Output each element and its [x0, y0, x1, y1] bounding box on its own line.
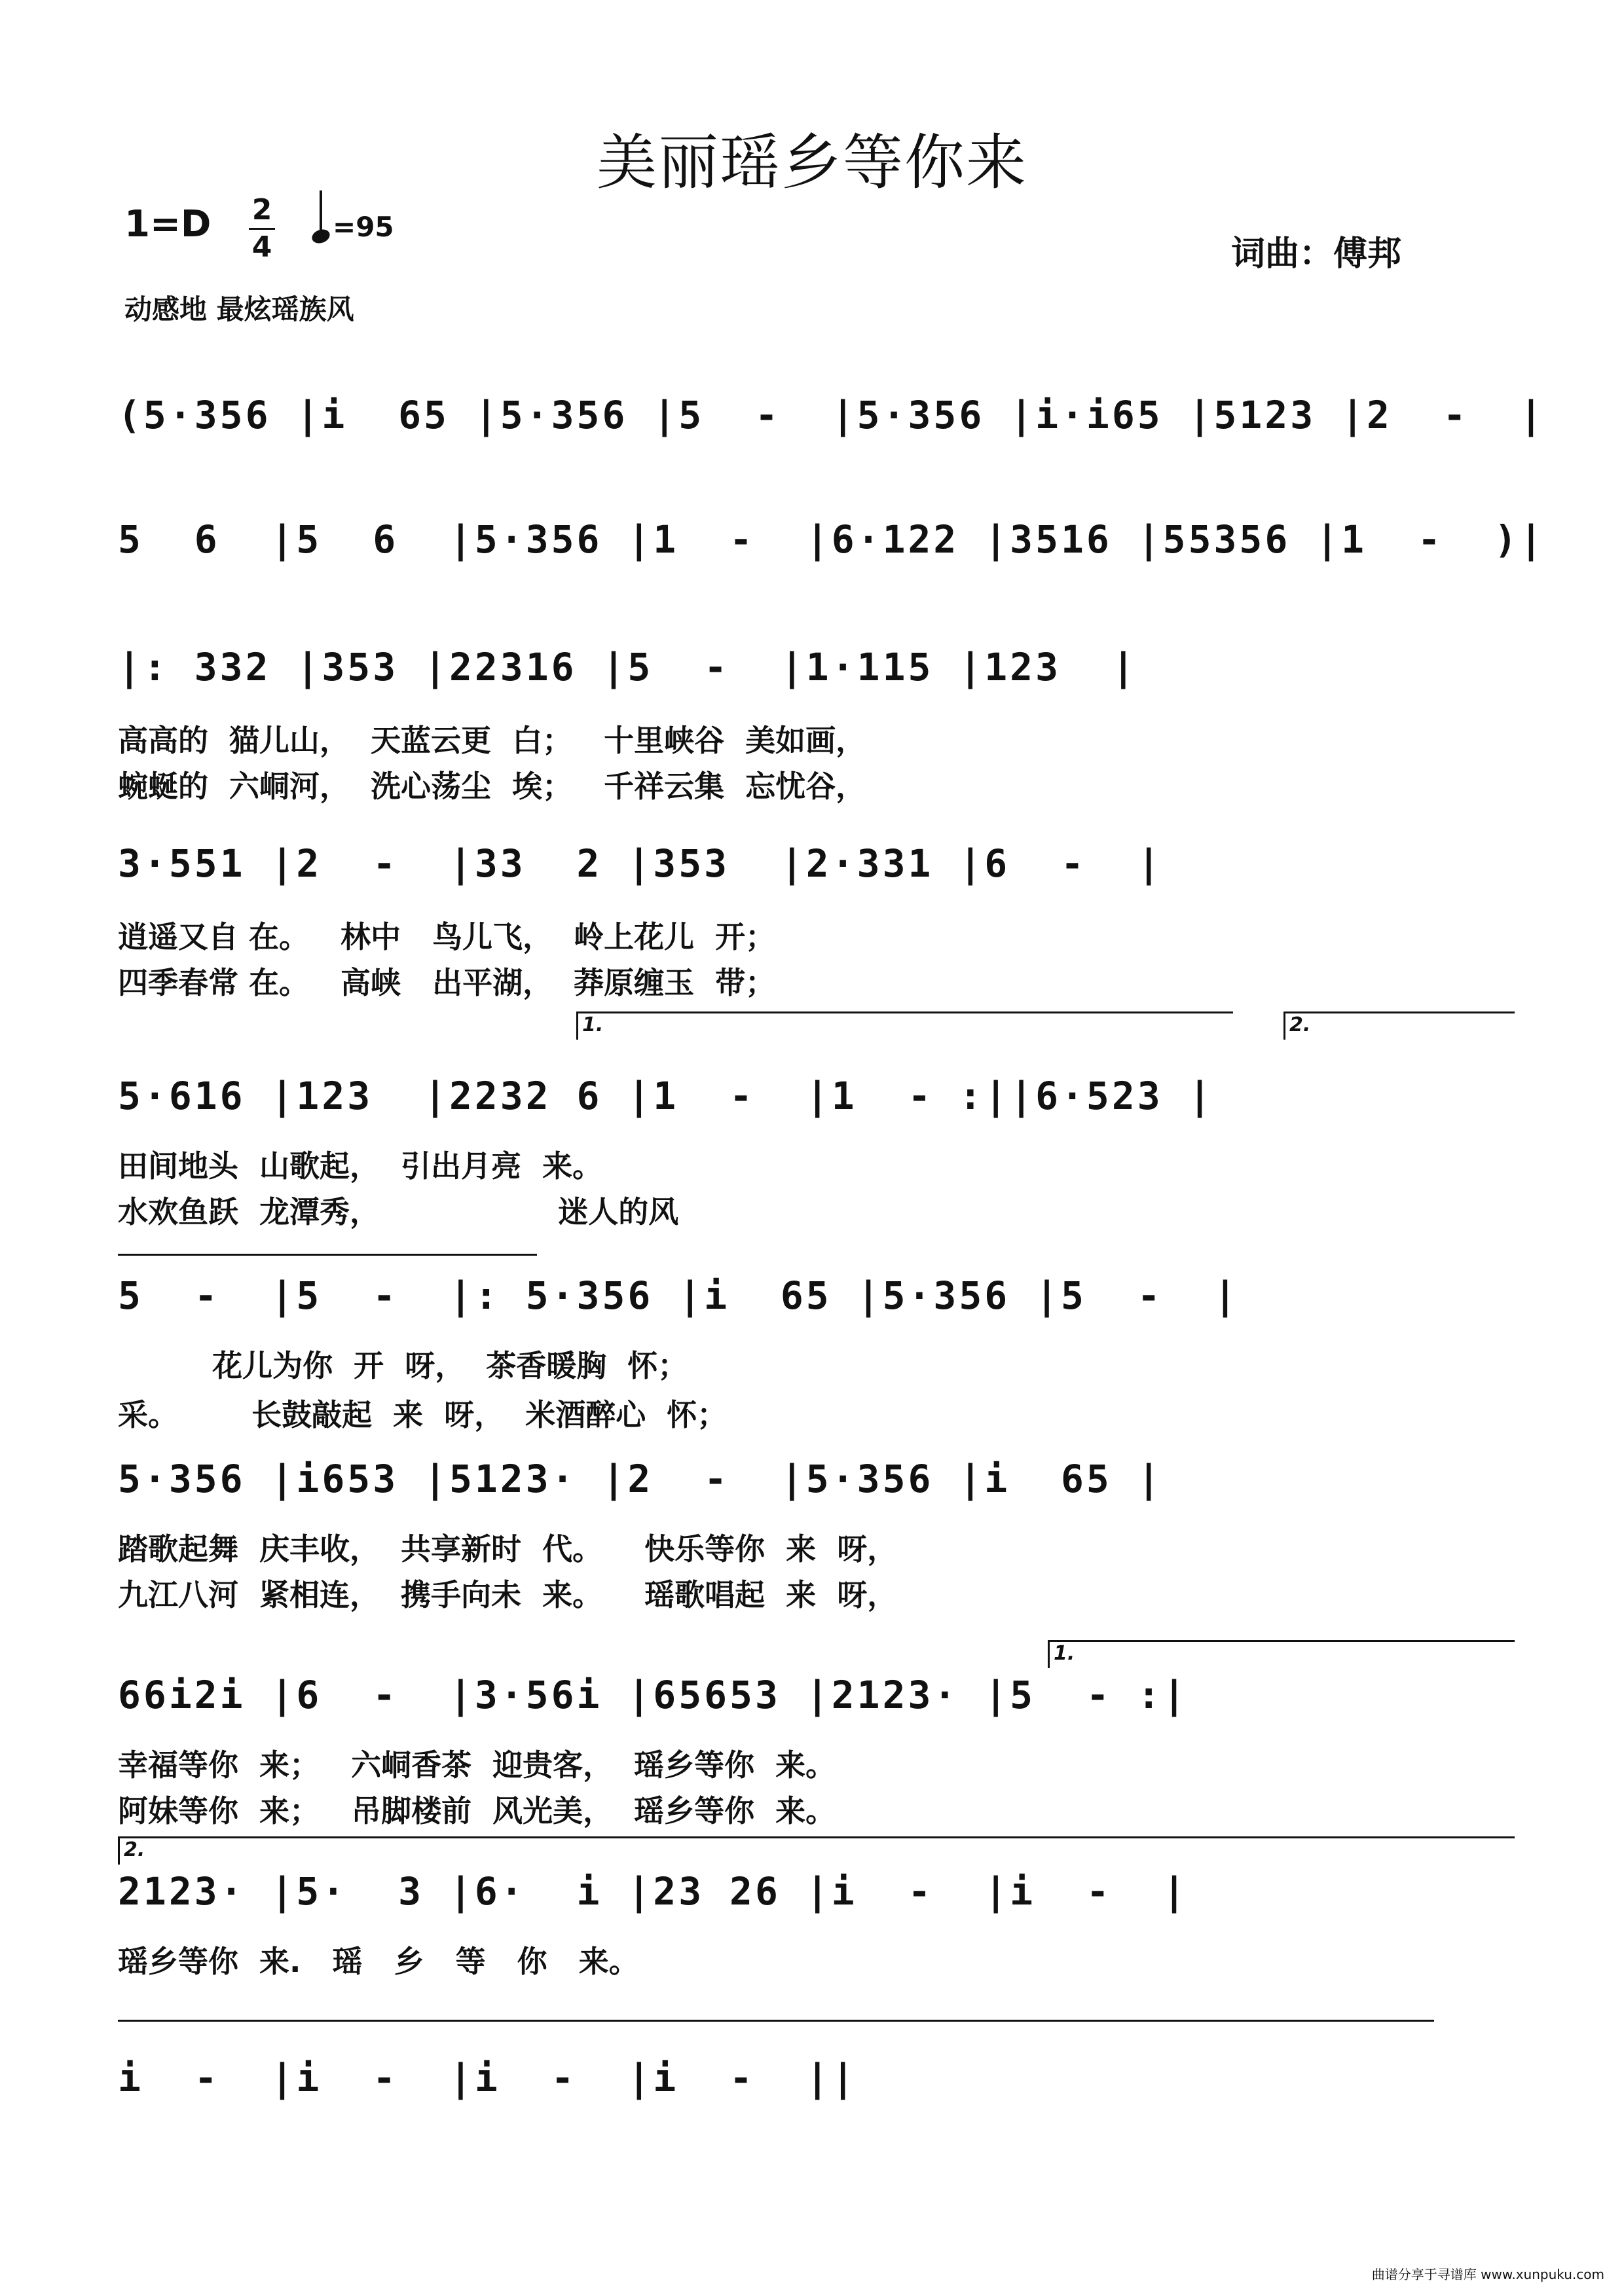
lyric-line: 蜿蜒的 六峒河， 洗心荡尘 埃； 千祥云集 忘忧谷，: [118, 769, 866, 804]
lyric-line: 水欢鱼跃 龙潭秀， 迷人的风: [118, 1194, 679, 1230]
notation-row-8: [118, 1673, 1513, 1745]
notation-row-1: [118, 393, 1545, 465]
time-signature: [249, 194, 275, 264]
row-notes: 3·551 |2 - |33 2 |353 |2·331 |6 - |: [118, 841, 1163, 886]
lyric-line: 采。 长鼓敲起 来 呀， 米酒醉心 怀；: [118, 1397, 728, 1432]
notation-row-4: [118, 841, 1513, 913]
quarter-note-icon: [310, 227, 331, 246]
row-notes: i - |i - |i - |i - ||: [118, 2056, 857, 2100]
notation-row-6: [118, 1273, 1513, 1345]
lyric-line: 田间地头 山歌起， 引出月亮 来。: [118, 1148, 603, 1184]
volta-1b: [1048, 1640, 1515, 1668]
page-title: 美丽瑶乡等你来: [596, 128, 1027, 198]
lyric-line: 幸福等你 来； 六峒香茶 迎贵客， 瑶乡等你 来。: [118, 1747, 836, 1783]
row-notes: |: 332 |353 |22316 |5 - |1·115 |123 |: [118, 645, 1137, 689]
notation-row-5: [118, 1074, 1513, 1146]
row-notes: (5·356 |i 65 |5·356 |5 - |5·356 |i·i65 |5123 |2 - |: [118, 393, 1545, 437]
key-signature: 1=D: [124, 203, 212, 246]
lyric-line: 高高的 猫儿山， 天蓝云更 白； 十里峡谷 美如画，: [118, 723, 866, 758]
volta-2b-continued: [118, 2020, 1434, 2048]
notation-row-10: [118, 2056, 1513, 2128]
volta-1-label: 1.: [582, 1013, 604, 1036]
lyric-line: 逍遥又自 在。 林中 鸟儿飞， 岭上花儿 开；: [118, 919, 776, 955]
lyric-line: 阿妹等你 来； 吊脚楼前 风光美， 瑶乡等你 来。: [118, 1793, 836, 1829]
volta-2-label: 2.: [1289, 1013, 1311, 1036]
row-notes: 66i2i |6 - |3·56i |65653 |2123· |5 - :|: [118, 1673, 1189, 1717]
tempo-value: =95: [333, 211, 394, 243]
notation-row-2: [118, 517, 1545, 589]
row-notes: 5·356 |i653 |5123· |2 - |5·356 |i 65 |: [118, 1457, 1163, 1501]
notation-row-9: [118, 1869, 1513, 1941]
lyric-line: 瑶乡等你 来. 瑶 乡 等 你 来。: [118, 1944, 639, 1979]
notation-row-7: [118, 1457, 1513, 1529]
volta-2b-label: 2.: [124, 1838, 145, 1861]
row-notes: 5·616 |123 |2232 6 |1 - |1 - :||6·523 |: [118, 1074, 1214, 1118]
credit: 词曲：傅邦: [1231, 234, 1402, 274]
volta-2: [1283, 1011, 1515, 1040]
volta-1: [576, 1011, 1233, 1040]
row-notes: 5 6 |5 6 |5·356 |1 - |6·122 |3516 |55356 |1 - )|: [118, 517, 1545, 562]
lyric-line: 四季春常 在。 高峡 出平湖， 莽原缠玉 带；: [118, 965, 776, 1000]
volta-2b: [118, 1836, 1515, 1865]
time-top: 2: [251, 193, 272, 227]
notation-row-3: [118, 645, 1513, 717]
volta-1b-label: 1.: [1054, 1642, 1075, 1665]
lyric-line: 花儿为你 开 呀， 茶香暖胸 怀；: [118, 1348, 688, 1383]
expression-mark: 动感地 最炫瑶族风: [124, 293, 354, 325]
row-notes: 2123· |5· 3 |6· i |23 26 |i - |i - |: [118, 1869, 1189, 1914]
time-bottom: 4: [251, 230, 272, 264]
lyric-line: 踏歌起舞 庆丰收， 共享新时 代。 快乐等你 来 呀，: [118, 1531, 898, 1567]
row-notes: 5 - |5 - |: 5·356 |i 65 |5·356 |5 - |: [118, 1273, 1240, 1318]
tempo-mark: [312, 211, 394, 243]
time-divider: [249, 228, 275, 230]
lyric-line: 九江八河 紧相连， 携手向未 来。 瑶歌唱起 来 呀，: [118, 1577, 898, 1613]
footer-credit: 曲谱分享于寻谱库 www.xunpuku.com: [1371, 2267, 1604, 2282]
